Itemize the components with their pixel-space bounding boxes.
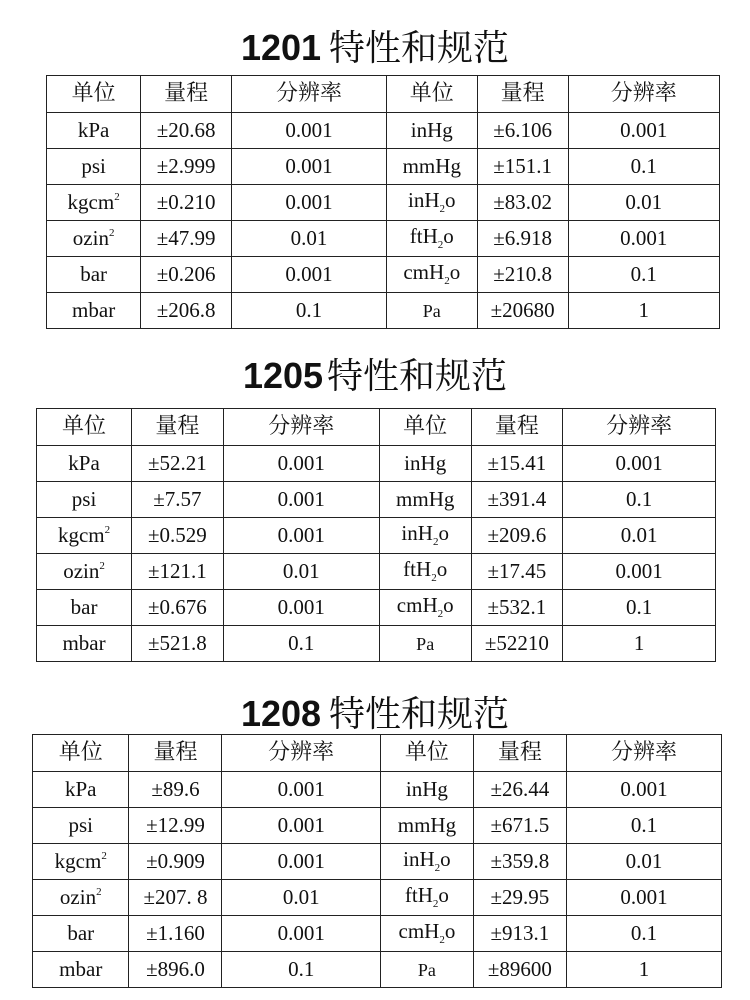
range-cell: ±0.529 (132, 518, 224, 554)
range-cell: ±521.8 (132, 626, 224, 662)
range-cell: ±206.8 (141, 293, 232, 329)
unit-cell: Pa (386, 293, 477, 329)
range-cell: ±0.676 (132, 590, 224, 626)
resolution-cell: 0.1 (563, 482, 716, 518)
resolution-cell: 0.001 (232, 113, 387, 149)
unit-cell: inH$_2$o (380, 844, 473, 880)
unit-cell: kgcm$^2$ (47, 185, 141, 221)
table-row (33, 772, 722, 808)
table-row (33, 808, 722, 844)
unit-cell: mbar (37, 626, 132, 662)
unit-cell: mbar (33, 952, 129, 988)
column-header: 单位 (47, 76, 141, 113)
spec-table-1208 (32, 734, 722, 988)
resolution-cell: 0.001 (222, 844, 380, 880)
unit-cell: cmH$_2$o (379, 590, 471, 626)
table-row (47, 113, 720, 149)
range-cell: ±210.8 (477, 257, 568, 293)
unit-cell: ftH$_2$o (386, 221, 477, 257)
resolution-cell: 0.01 (566, 844, 721, 880)
section-title-1208 (0, 686, 750, 737)
range-cell: ±6.106 (477, 113, 568, 149)
unit-cell: inH$_2$o (386, 185, 477, 221)
unit-cell: mmHg (380, 808, 473, 844)
resolution-cell: 0.1 (222, 952, 380, 988)
unit-cell: kPa (33, 772, 129, 808)
resolution-cell: 0.001 (223, 446, 379, 482)
range-cell: ±209.6 (471, 518, 563, 554)
resolution-cell: 0.001 (222, 808, 380, 844)
range-cell: ±47.99 (141, 221, 232, 257)
model-number: 1208 (240, 693, 322, 734)
resolution-cell: 0.01 (222, 880, 380, 916)
resolution-cell: 0.01 (232, 221, 387, 257)
table-row (37, 518, 716, 554)
table-row (37, 446, 716, 482)
resolution-cell: 1 (563, 626, 716, 662)
table-row (37, 626, 716, 662)
resolution-cell: 0.1 (568, 149, 719, 185)
range-cell: ±0.909 (129, 844, 222, 880)
section-title-1201 (0, 20, 750, 71)
unit-cell: mbar (47, 293, 141, 329)
spec-table-1201 (46, 75, 720, 329)
model-number: 1201 (240, 27, 322, 68)
range-cell: ±15.41 (471, 446, 563, 482)
range-cell: ±0.210 (141, 185, 232, 221)
resolution-cell: 0.1 (223, 626, 379, 662)
table-row (47, 149, 720, 185)
range-cell: ±391.4 (471, 482, 563, 518)
header-row (47, 76, 720, 113)
resolution-cell: 0.1 (563, 590, 716, 626)
unit-cell: cmH$_2$o (380, 916, 473, 952)
unit-cell: bar (37, 590, 132, 626)
table-row (37, 482, 716, 518)
unit-cell: ozin$^2$ (47, 221, 141, 257)
table-row (37, 554, 716, 590)
range-cell: ±52.21 (132, 446, 224, 482)
column-header: 量程 (477, 76, 568, 113)
resolution-cell: 1 (568, 293, 719, 329)
column-header: 分辨率 (223, 409, 379, 446)
unit-cell: ftH$_2$o (380, 880, 473, 916)
column-header: 单位 (33, 735, 129, 772)
header-row (37, 409, 716, 446)
resolution-cell: 0.001 (563, 554, 716, 590)
unit-cell: inHg (386, 113, 477, 149)
range-cell: ±89600 (473, 952, 566, 988)
column-header: 量程 (132, 409, 224, 446)
resolution-cell: 0.001 (223, 518, 379, 554)
section-label: 特性和规范 (327, 356, 508, 397)
resolution-cell: 0.001 (563, 446, 716, 482)
table-row (33, 844, 722, 880)
range-cell: ±121.1 (132, 554, 224, 590)
range-cell: ±2.999 (141, 149, 232, 185)
unit-cell: psi (37, 482, 132, 518)
column-header: 量程 (141, 76, 232, 113)
table-row (47, 257, 720, 293)
resolution-cell: 0.001 (222, 772, 380, 808)
resolution-cell: 0.001 (232, 149, 387, 185)
table-row (47, 293, 720, 329)
table-row (33, 952, 722, 988)
resolution-cell: 0.01 (568, 185, 719, 221)
resolution-cell: 0.001 (568, 221, 719, 257)
unit-cell: mmHg (379, 482, 471, 518)
range-cell: ±12.99 (129, 808, 222, 844)
resolution-cell: 0.01 (563, 518, 716, 554)
section-label: 特性和规范 (329, 28, 510, 69)
column-header: 量程 (473, 735, 566, 772)
header-row (33, 735, 722, 772)
range-cell: ±20.68 (141, 113, 232, 149)
resolution-cell: 0.001 (568, 113, 719, 149)
range-cell: ±52210 (471, 626, 563, 662)
range-cell: ±0.206 (141, 257, 232, 293)
unit-cell: mmHg (386, 149, 477, 185)
resolution-cell: 0.1 (568, 257, 719, 293)
unit-cell: kPa (37, 446, 132, 482)
resolution-cell: 0.1 (566, 916, 721, 952)
unit-cell: psi (47, 149, 141, 185)
unit-cell: Pa (380, 952, 473, 988)
range-cell: ±83.02 (477, 185, 568, 221)
column-header: 量程 (471, 409, 563, 446)
range-cell: ±89.6 (129, 772, 222, 808)
unit-cell: psi (33, 808, 129, 844)
section-label: 特性和规范 (329, 694, 510, 735)
unit-cell: ozin$^2$ (37, 554, 132, 590)
resolution-cell: 0.001 (232, 185, 387, 221)
unit-cell: Pa (379, 626, 471, 662)
column-header: 分辨率 (222, 735, 380, 772)
table-row (47, 185, 720, 221)
unit-cell: inHg (379, 446, 471, 482)
resolution-cell: 0.001 (566, 880, 721, 916)
range-cell: ±913.1 (473, 916, 566, 952)
column-header: 分辨率 (232, 76, 387, 113)
range-cell: ±532.1 (471, 590, 563, 626)
column-header: 单位 (379, 409, 471, 446)
range-cell: ±17.45 (471, 554, 563, 590)
range-cell: ±1.160 (129, 916, 222, 952)
column-header: 量程 (129, 735, 222, 772)
resolution-cell: 0.001 (566, 772, 721, 808)
table-row (33, 916, 722, 952)
range-cell: ±671.5 (473, 808, 566, 844)
column-header: 单位 (37, 409, 132, 446)
column-header: 分辨率 (566, 735, 721, 772)
table-row (33, 880, 722, 916)
range-cell: ±207. 8 (129, 880, 222, 916)
range-cell: ±359.8 (473, 844, 566, 880)
range-cell: ±896.0 (129, 952, 222, 988)
model-number: 1205 (242, 355, 324, 396)
unit-cell: kgcm$^2$ (33, 844, 129, 880)
column-header: 分辨率 (568, 76, 719, 113)
range-cell: ±6.918 (477, 221, 568, 257)
unit-cell: bar (33, 916, 129, 952)
table-row (47, 221, 720, 257)
unit-cell: bar (47, 257, 141, 293)
unit-cell: kPa (47, 113, 141, 149)
range-cell: ±151.1 (477, 149, 568, 185)
unit-cell: inHg (380, 772, 473, 808)
section-title-1205 (0, 348, 750, 399)
resolution-cell: 1 (566, 952, 721, 988)
resolution-cell: 0.001 (223, 482, 379, 518)
range-cell: ±26.44 (473, 772, 566, 808)
unit-cell: inH$_2$o (379, 518, 471, 554)
resolution-cell: 0.1 (566, 808, 721, 844)
unit-cell: cmH$_2$o (386, 257, 477, 293)
unit-cell: ftH$_2$o (379, 554, 471, 590)
column-header: 单位 (386, 76, 477, 113)
resolution-cell: 0.1 (232, 293, 387, 329)
resolution-cell: 0.001 (222, 916, 380, 952)
range-cell: ±7.57 (132, 482, 224, 518)
unit-cell: ozin$^2$ (33, 880, 129, 916)
unit-cell: kgcm$^2$ (37, 518, 132, 554)
resolution-cell: 0.001 (232, 257, 387, 293)
table-row (37, 590, 716, 626)
resolution-cell: 0.001 (223, 590, 379, 626)
spec-table-1205 (36, 408, 716, 662)
column-header: 单位 (380, 735, 473, 772)
column-header: 分辨率 (563, 409, 716, 446)
range-cell: ±20680 (477, 293, 568, 329)
resolution-cell: 0.01 (223, 554, 379, 590)
range-cell: ±29.95 (473, 880, 566, 916)
